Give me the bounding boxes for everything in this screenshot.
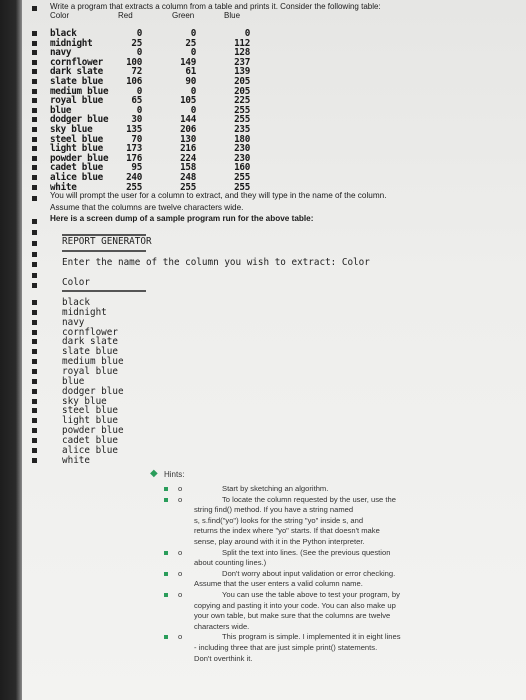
bullet (32, 219, 37, 224)
bullet (32, 79, 37, 84)
blue-value-cell: 225 (234, 95, 250, 107)
hint-line: You can use the table above to test your program, by (222, 590, 400, 599)
hint-line: Don't overthink it. (194, 653, 253, 663)
assumption-text: Assume that the columns are twelve characters wide. (50, 203, 244, 212)
hint-line: your own table, but make sure that the columns are twelve (194, 611, 391, 621)
green-value-cell: 216 (180, 143, 196, 155)
bullet (32, 389, 37, 394)
red-value-cell: 0 (136, 85, 142, 97)
hint-bullet-icon (164, 635, 168, 639)
bullet (32, 359, 37, 364)
output-value: light blue (62, 415, 118, 427)
hint-marker: o (178, 494, 183, 504)
output-value: alice blue (62, 444, 118, 456)
bullet (32, 31, 37, 36)
color-name-cell: cadet blue (50, 162, 103, 174)
bullet (32, 89, 37, 94)
blue-value-cell: 128 (234, 47, 250, 59)
output-value: cadet blue (62, 434, 118, 446)
blue-value-cell: 255 (234, 181, 250, 193)
bullet (32, 50, 37, 55)
hint-marker: o (178, 547, 183, 557)
blue-value-cell: 180 (234, 133, 250, 145)
column-header-color: Color (50, 11, 70, 20)
green-value-cell: 0 (190, 47, 196, 59)
output-value: sky blue (62, 395, 107, 407)
red-value-cell: 70 (131, 133, 142, 145)
bullet (32, 273, 37, 278)
red-value-cell: 25 (131, 37, 142, 49)
bullet (32, 117, 37, 122)
blue-value-cell: 255 (234, 114, 250, 126)
document-page (22, 0, 526, 700)
red-value-cell: 95 (131, 162, 142, 174)
color-name-cell: medium blue (50, 85, 109, 97)
hint-bullet-icon (164, 572, 168, 576)
hint-line: - including three that are just simple print() statements. (194, 643, 378, 652)
green-value-cell: 61 (185, 66, 196, 78)
hint-marker: o (178, 568, 183, 578)
blue-value-cell: 139 (234, 66, 250, 78)
bullet (32, 60, 37, 65)
red-value-cell: 176 (126, 152, 142, 164)
blue-value-cell: 205 (234, 76, 250, 87)
hint-line: Start by sketching an algorithm. (222, 484, 329, 493)
output-value: cornflower (62, 326, 118, 338)
hint-bullet-icon (164, 551, 168, 555)
blue-value-cell: 255 (234, 104, 250, 116)
hint-line: Don't worry about input validation or error checking. (222, 568, 396, 578)
bullet (32, 252, 37, 257)
hint-marker: o (178, 632, 183, 642)
bullet (32, 6, 37, 11)
bullet (32, 230, 37, 235)
output-value: royal blue (62, 365, 118, 377)
bullet (32, 165, 37, 170)
bullet (32, 156, 37, 161)
color-name-cell: steel blue (50, 133, 103, 145)
output-value: slate blue (62, 346, 118, 358)
output-value: medium blue (62, 356, 124, 368)
bullet (32, 379, 37, 384)
blue-value-cell: 237 (234, 56, 250, 68)
hint-line: Assume that the user enters a valid column name. (194, 579, 363, 589)
red-value-cell: 100 (126, 56, 142, 68)
task-description: Write a program that extracts a column from a table and prints it. Consider the following table: (50, 2, 381, 11)
input-prompt: Enter the name of the column you wish to extract: Color (62, 257, 370, 268)
bullet (32, 438, 37, 443)
output-value: dark slate (62, 336, 118, 348)
green-value-cell: 0 (190, 85, 196, 97)
blue-value-cell: 255 (234, 172, 250, 183)
bullet (32, 418, 37, 423)
bullet (32, 283, 37, 288)
hint-line: sense, play around with it in the Python interpreter. (194, 537, 365, 546)
bullet (32, 448, 37, 453)
hint-line: returns the index where "yo" starts. If that doesn't make (194, 526, 380, 536)
red-value-cell: 0 (136, 47, 142, 59)
red-value-cell: 0 (136, 104, 142, 116)
bullet (32, 127, 37, 132)
red-value-cell: 65 (131, 95, 142, 107)
column-header-blue: Blue (224, 11, 241, 20)
bullet (32, 399, 37, 404)
color-name-cell: black (50, 28, 77, 39)
green-value-cell: 206 (180, 124, 196, 135)
bullet (32, 310, 37, 315)
red-value-cell: 30 (131, 114, 142, 126)
blue-value-cell: 160 (234, 162, 250, 174)
prompt-text: You will prompt the user for a column to extract, and they will type in the name of the column. (50, 191, 387, 200)
bullet (32, 196, 37, 201)
green-value-cell: 144 (180, 114, 196, 126)
color-name-cell: dodger blue (50, 114, 109, 126)
hint-line: copying and pasting it into your code. You can also make up (194, 600, 396, 610)
color-name-cell: navy (50, 47, 72, 59)
sample-heading: Here is a screen dump of a sample program run for the above table: (50, 214, 314, 223)
bullet (32, 428, 37, 433)
hint-line: about counting lines.) (194, 558, 267, 568)
bullet (32, 339, 37, 344)
red-value-cell: 255 (126, 181, 142, 193)
column-header-green: Green (172, 11, 195, 20)
bullet (32, 262, 37, 267)
report-rule-bottom (62, 250, 146, 252)
hint-line: characters wide. (194, 621, 250, 631)
output-value: steel blue (62, 405, 118, 417)
hint-bullet-icon (164, 498, 168, 502)
bullet (32, 369, 37, 374)
output-value: navy (62, 316, 85, 328)
output-value: blue (62, 375, 85, 387)
green-value-cell: 255 (180, 181, 196, 193)
green-value-cell: 90 (185, 76, 196, 87)
red-value-cell: 173 (126, 143, 142, 155)
output-value: black (62, 297, 90, 308)
green-value-cell: 149 (180, 56, 196, 68)
green-value-cell: 224 (180, 152, 196, 164)
hint-line: To locate the column requested by the user, use the (222, 494, 396, 504)
hint-line: Split the text into lines. (See the previous question (222, 547, 391, 557)
blue-value-cell: 205 (234, 85, 250, 97)
green-value-cell: 158 (180, 162, 196, 174)
output-column-name: Color (62, 277, 90, 288)
hint-bullet-icon (164, 593, 168, 597)
hints-heading: Hints: (164, 470, 185, 479)
bullet (32, 300, 37, 305)
report-title: REPORT GENERATOR (62, 236, 152, 247)
red-value-cell: 135 (126, 124, 142, 135)
bullet (32, 349, 37, 354)
green-value-cell: 105 (180, 95, 196, 107)
output-value: dodger blue (62, 385, 124, 397)
bullet (32, 241, 37, 246)
bullet (32, 330, 37, 335)
blue-value-cell: 0 (244, 28, 250, 39)
color-name-cell: blue (50, 104, 72, 116)
color-name-cell: cornflower (50, 56, 103, 68)
column-header-red: Red (118, 11, 133, 20)
bullet (32, 185, 37, 190)
hint-line: string find() method. If you have a string named (194, 505, 354, 515)
bullet (32, 41, 37, 46)
blue-value-cell: 230 (234, 143, 250, 155)
color-name-cell: alice blue (50, 172, 103, 183)
blue-value-cell: 112 (234, 37, 250, 49)
red-value-cell: 0 (136, 28, 142, 39)
bullet (32, 146, 37, 151)
red-value-cell: 240 (126, 172, 142, 183)
hint-marker: o (178, 590, 183, 599)
color-name-cell: royal blue (50, 95, 103, 107)
output-rule (62, 290, 146, 292)
color-name-cell: slate blue (50, 76, 103, 87)
hint-marker: o (178, 484, 183, 493)
hint-line: This program is simple. I implemented it in eight lines (222, 632, 401, 642)
bullet (32, 458, 37, 463)
output-value: powder blue (62, 425, 124, 437)
hint-diamond-icon: ◆ (150, 468, 158, 479)
output-value: white (62, 454, 90, 466)
blue-value-cell: 230 (234, 152, 250, 164)
bullet (32, 69, 37, 74)
green-value-cell: 130 (180, 133, 196, 145)
green-value-cell: 0 (190, 28, 196, 39)
bullet (32, 108, 37, 113)
color-name-cell: midnight (50, 37, 93, 49)
blue-value-cell: 235 (234, 124, 250, 135)
bullet (32, 408, 37, 413)
bullet (32, 320, 37, 325)
green-value-cell: 25 (185, 37, 196, 49)
hint-line: s, s.find("yo") looks for the string "yo" inside s, and (194, 515, 364, 525)
bullet (32, 175, 37, 180)
color-name-cell: dark slate (50, 66, 103, 78)
color-name-cell: sky blue (50, 124, 93, 135)
color-name-cell: light blue (50, 143, 103, 155)
output-value: midnight (62, 306, 107, 318)
hint-bullet-icon (164, 487, 168, 491)
bullet (32, 98, 37, 103)
color-name-cell: powder blue (50, 152, 109, 164)
red-value-cell: 72 (131, 66, 142, 78)
green-value-cell: 0 (190, 104, 196, 116)
bullet (32, 137, 37, 142)
red-value-cell: 106 (126, 76, 142, 87)
green-value-cell: 248 (180, 172, 196, 183)
color-name-cell: white (50, 181, 77, 193)
